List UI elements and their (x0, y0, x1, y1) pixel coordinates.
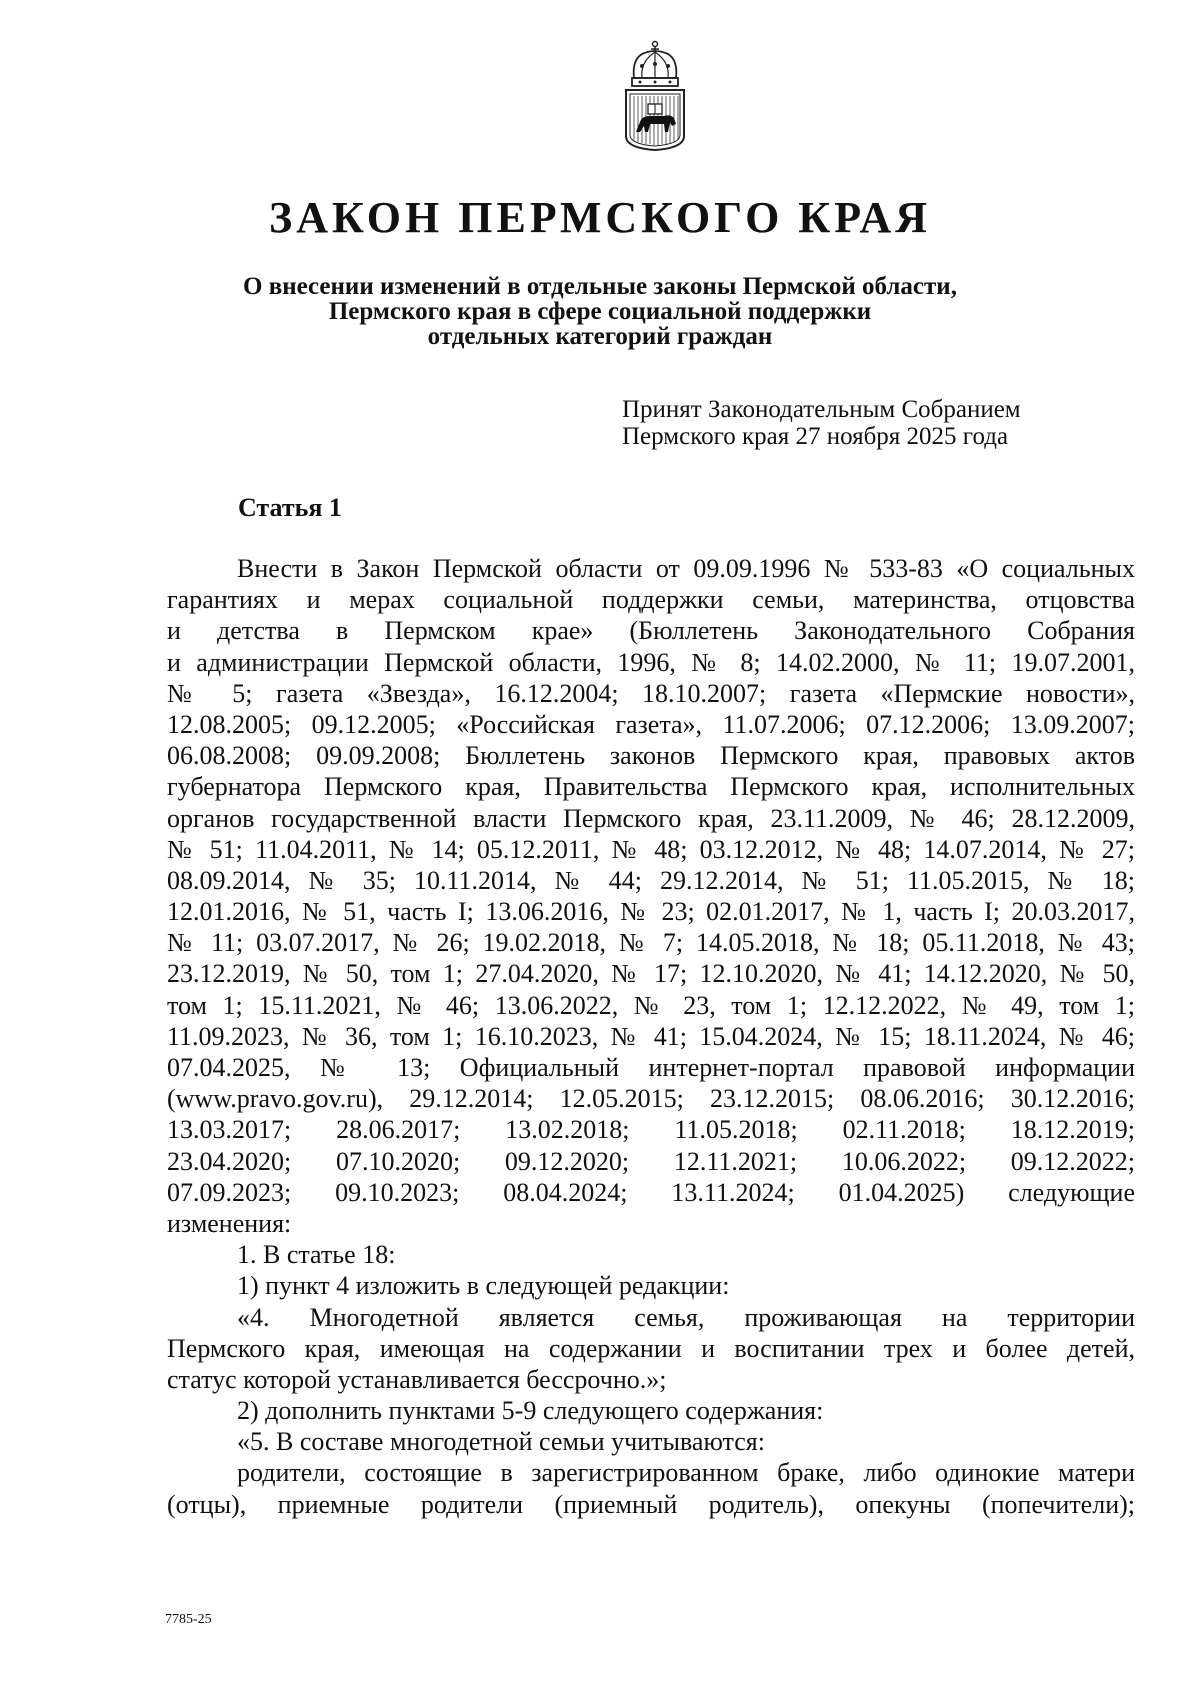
body-line: «4. Многодетной является семья, проживающая на территории (237, 1302, 1135, 1332)
body-line: 2) дополнить пунктами 5-9 следующего содержания: (237, 1396, 824, 1426)
body-line: 12.08.2005; 09.12.2005; «Российская газета», 11.07.2006; 07.12.2006; 13.09.2007; (167, 709, 1135, 739)
body-line: 11.09.2023, № 36, том 1; 16.10.2023, № 41; 15.04.2024, № 15; 18.11.2024, № 46; (167, 1021, 1135, 1051)
body-line: 07.09.2023; 09.10.2023; 08.04.2024; 13.11.2024; 01.04.2025) следующие (167, 1177, 1135, 1207)
subtitle-line: О внесении изменений в отдельные законы Пермской области, (243, 273, 957, 300)
body-line: 12.01.2016, № 51, часть I; 13.06.2016, № 23; 02.01.2017, № 1, часть I; 20.03.2017, (167, 897, 1135, 927)
body-line: том 1; 15.11.2021, № 46; 13.06.2022, № 23, том 1; 12.12.2022, № 49, том 1; (167, 990, 1135, 1020)
body-line: родители, состоящие в зарегистрированном браке, либо одинокие матери (237, 1458, 1135, 1488)
law-subtitle (0, 274, 1200, 349)
subtitle-line: Пермского края в сфере социальной поддержки (328, 298, 872, 325)
coat-of-arms-icon (620, 40, 690, 152)
subtitle-line: отдельных категорий граждан (427, 323, 773, 350)
body-line: изменения: (167, 1208, 292, 1238)
body-line: и администрации Пермской области, 1996, № 8; 14.02.2000, № 11; 19.07.2001, (167, 647, 1135, 677)
body-line: (отцы), приемные родители (приемный родитель), опекуны (попечители); (167, 1489, 1135, 1519)
body-line: 23.12.2019, № 50, том 1; 27.04.2020, № 17; 12.10.2020, № 41; 14.12.2020, № 50, (167, 959, 1135, 989)
adoption-line: Принят Законодательным Собранием (622, 396, 1021, 423)
body-line: гарантиях и мерах социальной поддержки семьи, материнства, отцовства (167, 585, 1135, 615)
law-title: ЗАКОН ПЕРМСКОГО КРАЯ (268, 193, 932, 242)
body-line: № 11; 03.07.2017, № 26; 19.02.2018, № 7; 14.05.2018, № 18; 05.11.2018, № 43; (167, 928, 1135, 958)
body-line: № 51; 11.04.2011, № 14; 05.12.2011, № 48; 03.12.2012, № 48; 14.07.2014, № 27; (167, 834, 1135, 864)
body-line: 1) пункт 4 изложить в следующей редакции: (237, 1271, 730, 1301)
body-line: 08.09.2014, № 35; 10.11.2014, № 44; 29.12.2014, № 51; 11.05.2015, № 18; (167, 865, 1135, 895)
body-line: 1. В статье 18: (237, 1240, 396, 1270)
document-number: 7785-25 (165, 1612, 212, 1627)
body-line: (www.pravo.gov.ru), 29.12.2014; 12.05.2015; 23.12.2015; 08.06.2016; 30.12.2016; (167, 1084, 1135, 1114)
body-line: 13.03.2017; 28.06.2017; 13.02.2018; 11.05.2018; 02.11.2018; 18.12.2019; (167, 1115, 1135, 1145)
body-line: 23.04.2020; 07.10.2020; 09.12.2020; 12.11.2021; 10.06.2022; 09.12.2022; (167, 1146, 1135, 1176)
adoption-line: Пермского края 27 ноября 2025 года (622, 423, 1009, 450)
body-line: Внести в Закон Пермской области от 09.09.1996 № 533-83 «О социальных (237, 554, 1135, 583)
body-line: 07.04.2025, № 13; Официальный интернет-портал правовой информации (167, 1053, 1135, 1082)
body-line: и детства в Пермском крае» (Бюллетень Законодательного Собрания (167, 616, 1135, 646)
body-line: «5. В составе многодетной семьи учитываются: (237, 1427, 765, 1457)
article-heading: Статья 1 (238, 493, 342, 522)
body-line: № 5; газета «Звезда», 16.12.2004; 18.10.2007; газета «Пермские новости», (167, 678, 1135, 708)
body-line: статус которой устанавливается бессрочно.»; (167, 1364, 667, 1394)
article-body (167, 553, 1135, 1520)
body-line: Пермского края, имеющая на содержании и воспитании трех и более детей, (167, 1333, 1135, 1363)
adoption-note (622, 396, 1021, 450)
body-line: губернатора Пермского края, Правительства Пермского края, исполнительных (167, 772, 1135, 802)
body-line: 06.08.2008; 09.09.2008; Бюллетень законов Пермского края, правовых актов (167, 741, 1135, 771)
body-line: органов государственной власти Пермского края, 23.11.2009, № 46; 28.12.2009, (167, 803, 1135, 833)
